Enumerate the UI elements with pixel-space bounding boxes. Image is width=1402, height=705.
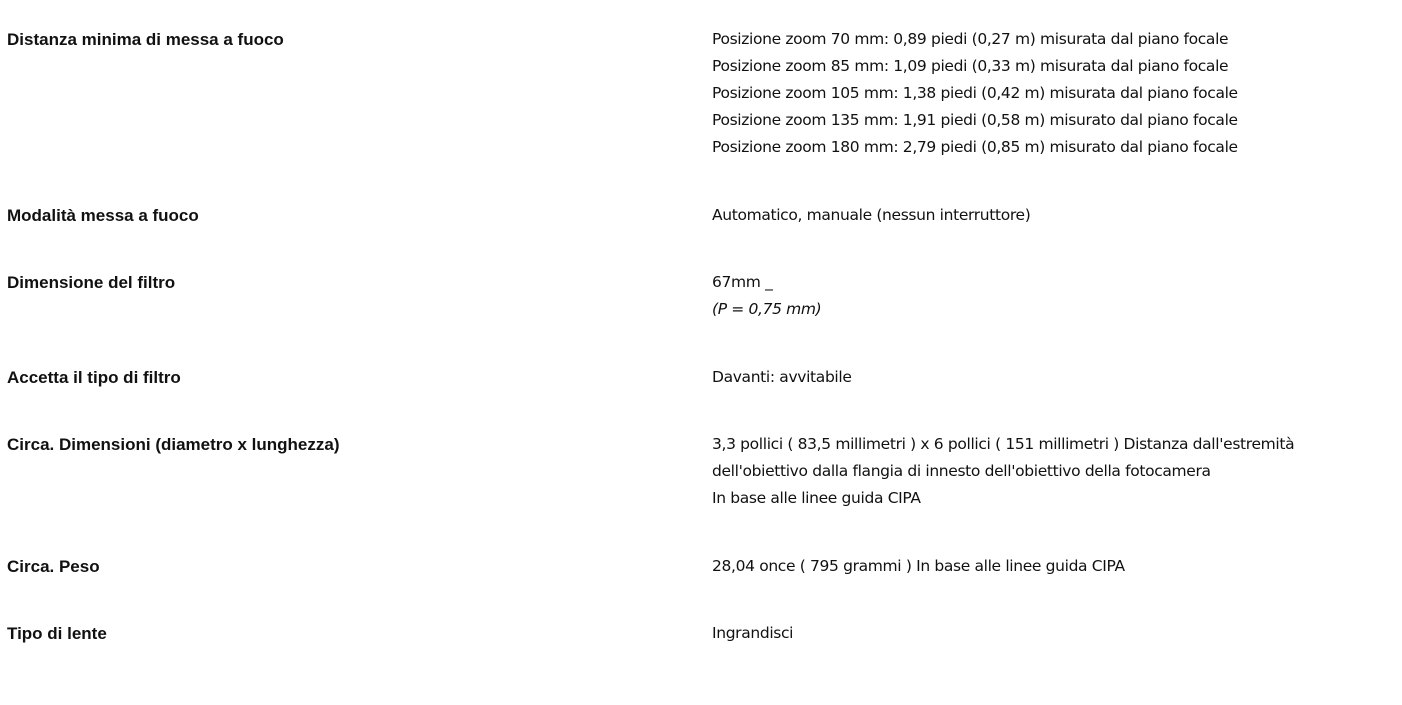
spec-value-line: Posizione zoom 135 mm: 1,91 piedi (0,58 m) misurato dal piano focale <box>712 111 1238 129</box>
spec-value <box>712 620 1392 647</box>
spec-value <box>712 26 1392 161</box>
spec-value-line: Posizione zoom 85 mm: 1,09 piedi (0,33 m) misurata dal piano focale <box>712 57 1229 75</box>
spec-value-line: 67mm _ <box>712 273 773 291</box>
spec-value <box>712 364 1392 391</box>
spec-value-line: Ingrandisci <box>712 624 794 642</box>
spec-label: Accetta il tipo di filtro <box>7 368 181 387</box>
spec-value-line: Davanti: avvitabile <box>712 368 852 386</box>
spec-value-line: dell'obiettivo dalla flangia di innesto dell'obiettivo della fotocamera <box>712 462 1211 480</box>
spec-label: Dimensione del filtro <box>7 273 176 292</box>
spec-value <box>712 202 1392 229</box>
spec-value-line: Posizione zoom 70 mm: 0,89 piedi (0,27 m) misurata dal piano focale <box>712 30 1229 48</box>
spec-value-line: 3,3 pollici ( 83,5 millimetri ) x 6 pollici ( 151 millimetri ) Distanza dall'estremità <box>712 435 1295 453</box>
spec-value <box>712 269 1392 323</box>
spec-label: Distanza minima di messa a fuoco <box>7 30 284 49</box>
spec-value-line: In base alle linee guida CIPA <box>712 489 921 507</box>
spec-value-line: (P = 0,75 mm) <box>712 300 822 318</box>
spec-label: Modalità messa a fuoco <box>7 206 199 225</box>
spec-value-line: Posizione zoom 105 mm: 1,38 piedi (0,42 m) misurata dal piano focale <box>712 84 1238 102</box>
spec-label: Circa. Dimensioni (diametro x lunghezza) <box>7 435 340 454</box>
spec-value <box>712 431 1392 512</box>
spec-label: Circa. Peso <box>7 557 100 576</box>
spec-value <box>712 553 1392 580</box>
spec-label: Tipo di lente <box>7 624 107 643</box>
spec-value-line: Automatico, manuale (nessun interruttore) <box>712 206 1031 224</box>
spec-value-line: Posizione zoom 180 mm: 2,79 piedi (0,85 m) misurato dal piano focale <box>712 138 1238 156</box>
spec-value-line: 28,04 once ( 795 grammi ) In base alle linee guida CIPA <box>712 557 1125 575</box>
